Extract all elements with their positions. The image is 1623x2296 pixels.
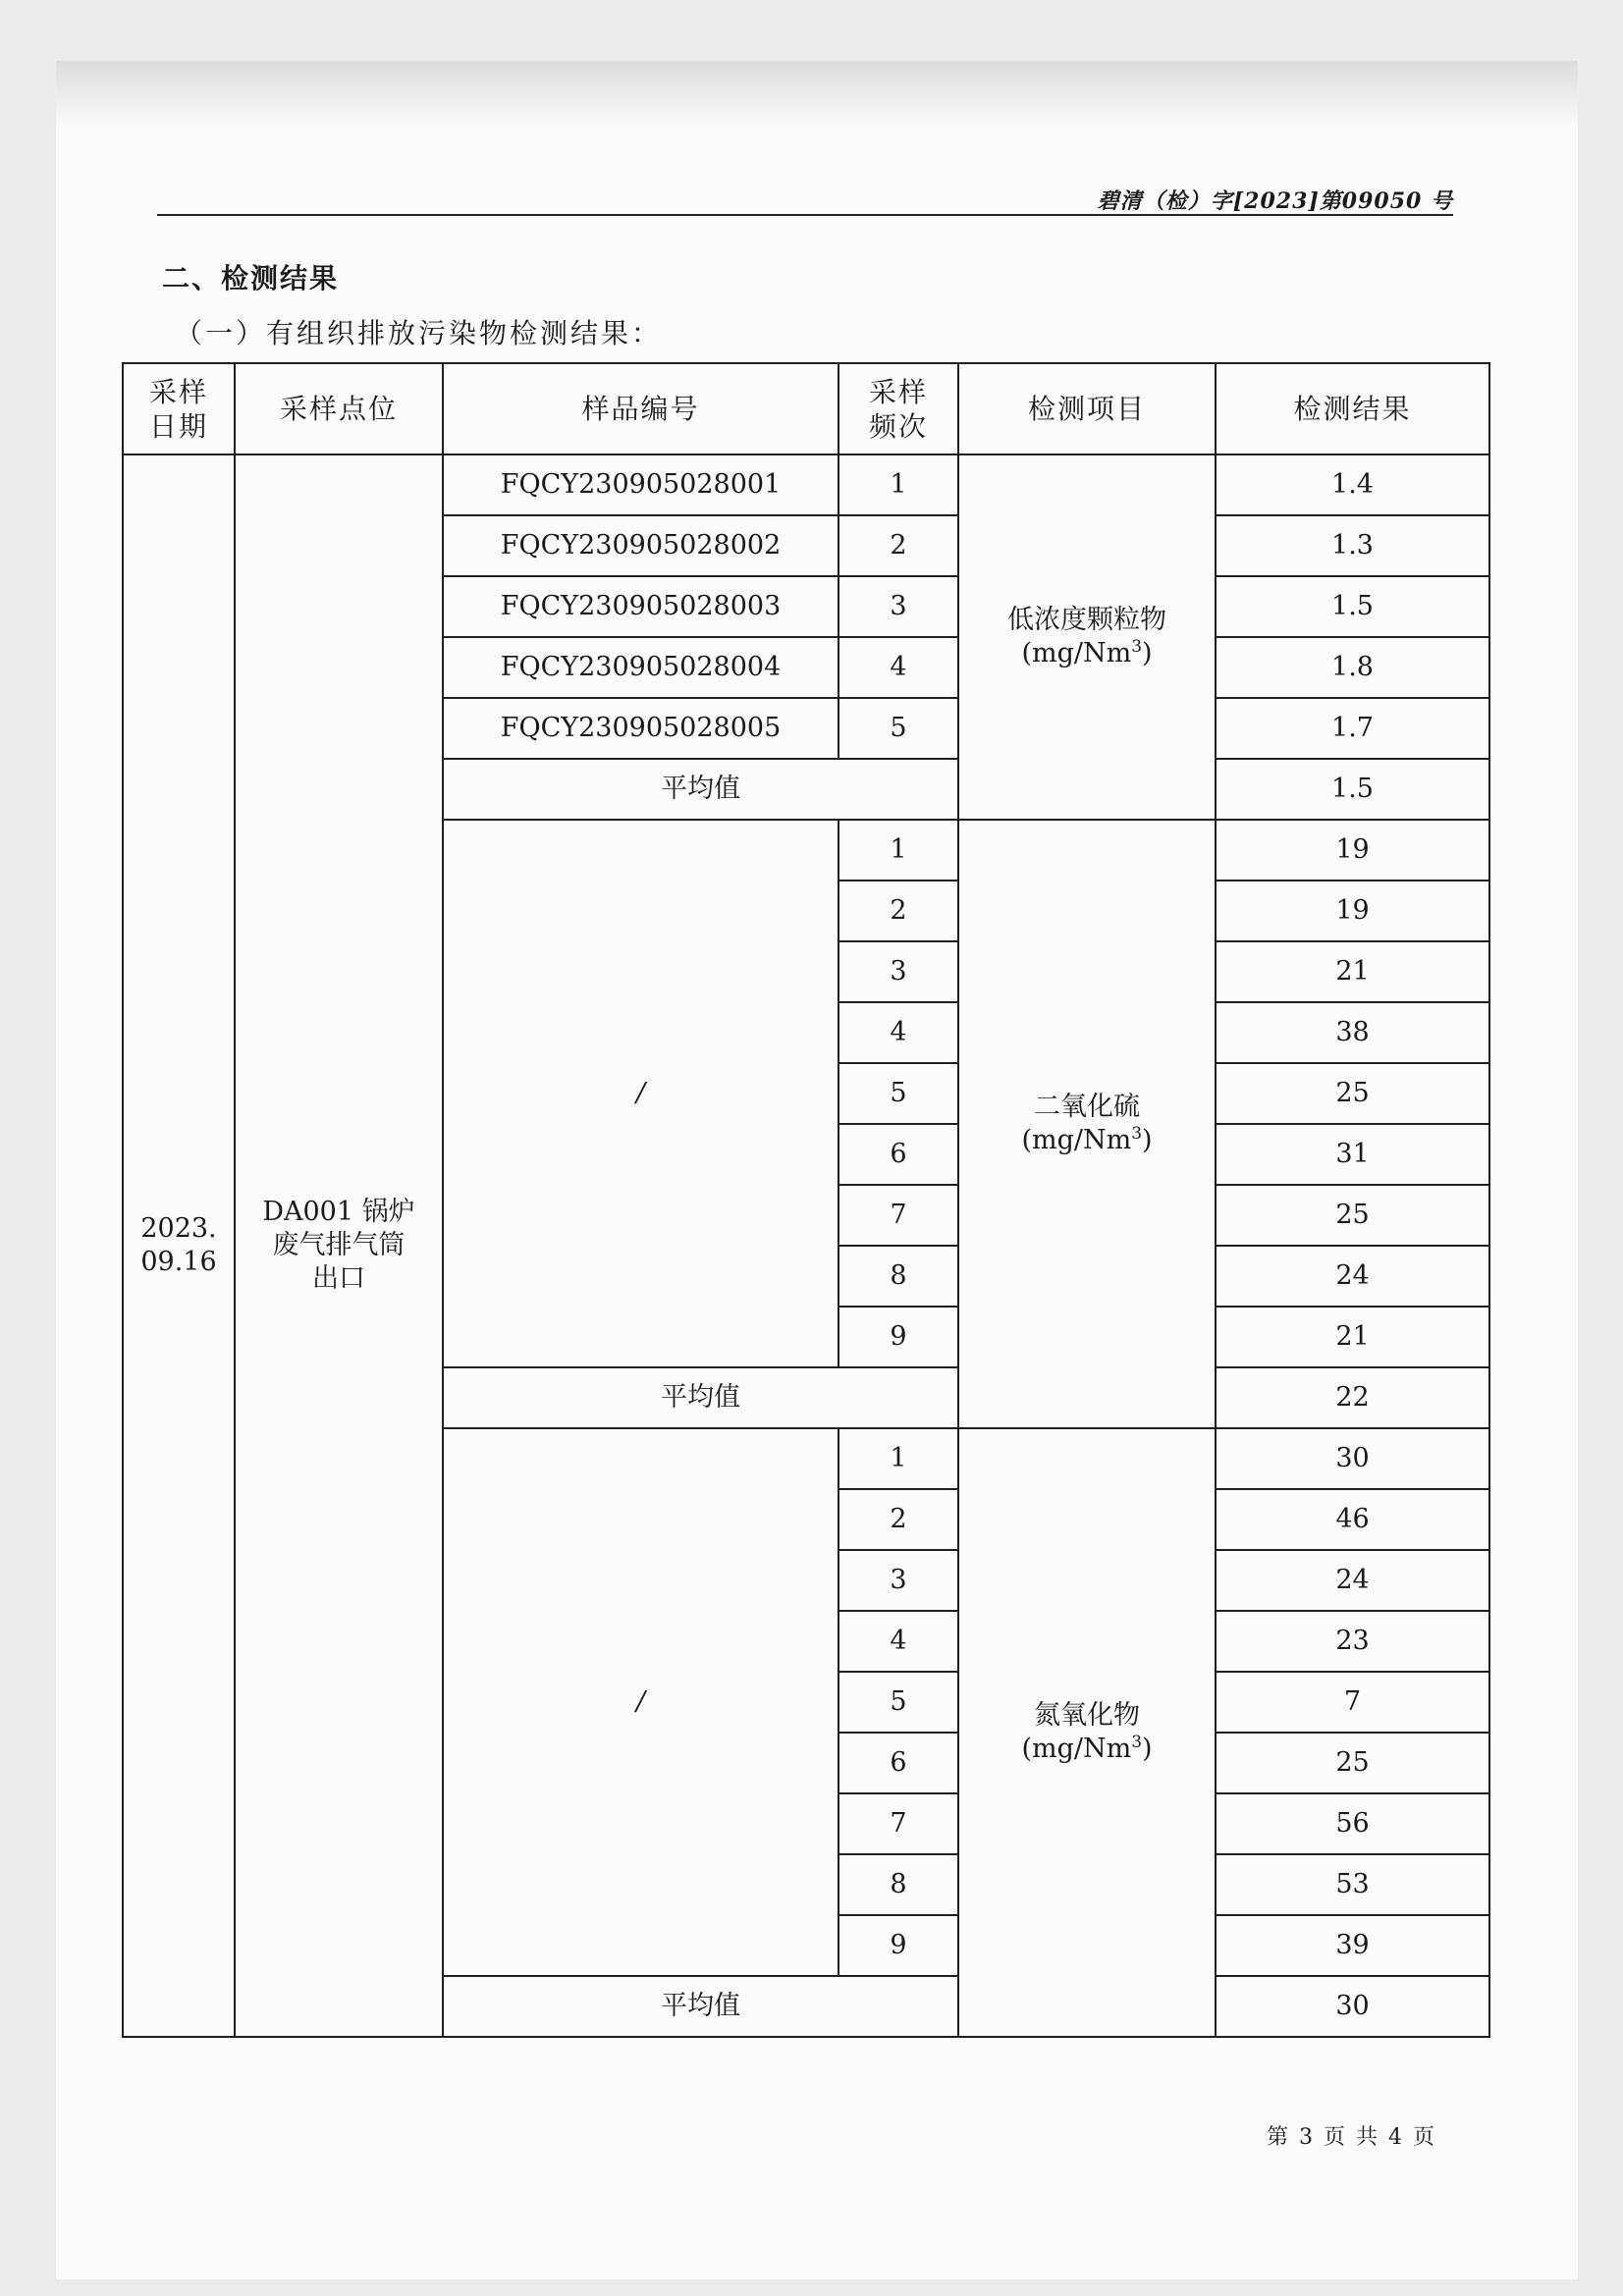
header-rule (157, 214, 1453, 216)
header-point: 采样点位 (235, 363, 443, 454)
freq-cell: 8 (839, 1854, 958, 1915)
average-result: 22 (1216, 1367, 1489, 1428)
header-freq: 采样 频次 (839, 363, 958, 454)
section-title: 二、检测结果 (162, 262, 340, 294)
freq-cell: 3 (839, 1550, 958, 1611)
freq-cell: 9 (839, 1915, 958, 1976)
result-cell: 38 (1216, 1002, 1489, 1063)
scan-shadow (56, 61, 1578, 130)
sample-no-cell: / (443, 1428, 839, 1976)
freq-cell: 3 (839, 941, 958, 1002)
result-cell: 31 (1216, 1124, 1489, 1185)
result-cell: 7 (1216, 1672, 1489, 1733)
header-item: 检测项目 (958, 363, 1216, 454)
sampling-point-cell: DA001 锅炉 废气排气筒 出口 (235, 454, 443, 2037)
result-cell: 1.3 (1216, 515, 1489, 576)
table-header-row (123, 363, 1489, 454)
result-cell: 25 (1216, 1063, 1489, 1124)
average-label: 平均值 (443, 1367, 958, 1428)
freq-cell: 1 (839, 1428, 958, 1489)
page-number: 第 3 页 共 4 页 (1267, 2125, 1436, 2150)
freq-cell: 4 (839, 637, 958, 698)
sampling-date-cell: 2023. 09.16 (123, 454, 235, 2037)
freq-cell: 2 (839, 515, 958, 576)
average-result: 1.5 (1216, 759, 1489, 820)
freq-cell: 6 (839, 1733, 958, 1793)
freq-cell: 6 (839, 1124, 958, 1185)
header-result: 检测结果 (1216, 363, 1489, 454)
sample-no-cell: / (443, 820, 839, 1367)
freq-cell: 7 (839, 1793, 958, 1854)
result-cell: 24 (1216, 1550, 1489, 1611)
result-cell: 25 (1216, 1185, 1489, 1246)
freq-cell: 1 (839, 820, 958, 881)
sample-no-cell: FQCY230905028002 (443, 515, 839, 576)
report-number: 碧清（检）字[2023]第09050 号 (1097, 188, 1453, 214)
sample-no-cell: FQCY230905028001 (443, 454, 839, 515)
header-sample-no: 样品编号 (443, 363, 839, 454)
result-cell: 1.8 (1216, 637, 1489, 698)
result-cell: 24 (1216, 1246, 1489, 1307)
result-cell: 19 (1216, 881, 1489, 941)
freq-cell: 4 (839, 1002, 958, 1063)
freq-cell: 5 (839, 1672, 958, 1733)
result-cell: 30 (1216, 1428, 1489, 1489)
result-cell: 53 (1216, 1854, 1489, 1915)
result-cell: 39 (1216, 1915, 1489, 1976)
average-label: 平均值 (443, 759, 958, 820)
item-cell-nox: 氮氧化物 (mg/Nm$^3$) (958, 1428, 1216, 2037)
header-date: 采样 日期 (123, 363, 235, 454)
freq-cell: 8 (839, 1246, 958, 1307)
result-cell: 1.5 (1216, 576, 1489, 637)
average-result: 30 (1216, 1976, 1489, 2037)
subsection-title: （一）有组织排放污染物检测结果： (175, 317, 663, 349)
item-cell-particulate: 低浓度颗粒物 (mg/Nm$^3$) (958, 454, 1216, 820)
seal-stamp-edge (1542, 1011, 1581, 1325)
sample-no-cell: FQCY230905028003 (443, 576, 839, 637)
result-cell: 19 (1216, 820, 1489, 881)
result-cell: 1.7 (1216, 698, 1489, 759)
freq-cell: 2 (839, 1489, 958, 1550)
table-row (123, 454, 1489, 515)
freq-cell: 9 (839, 1307, 958, 1367)
result-cell: 23 (1216, 1611, 1489, 1672)
result-cell: 21 (1216, 1307, 1489, 1367)
freq-cell: 5 (839, 1063, 958, 1124)
sample-no-cell: FQCY230905028004 (443, 637, 839, 698)
result-cell: 56 (1216, 1793, 1489, 1854)
average-label: 平均值 (443, 1976, 958, 2037)
freq-cell: 1 (839, 454, 958, 515)
result-cell: 25 (1216, 1733, 1489, 1793)
freq-cell: 5 (839, 698, 958, 759)
item-cell-so2: 二氧化硫 (mg/Nm$^3$) (958, 820, 1216, 1428)
freq-cell: 2 (839, 881, 958, 941)
result-cell: 21 (1216, 941, 1489, 1002)
result-cell: 46 (1216, 1489, 1489, 1550)
freq-cell: 3 (839, 576, 958, 637)
freq-cell: 7 (839, 1185, 958, 1246)
results-table (122, 362, 1490, 2038)
freq-cell: 4 (839, 1611, 958, 1672)
result-cell: 1.4 (1216, 454, 1489, 515)
sample-no-cell: FQCY230905028005 (443, 698, 839, 759)
